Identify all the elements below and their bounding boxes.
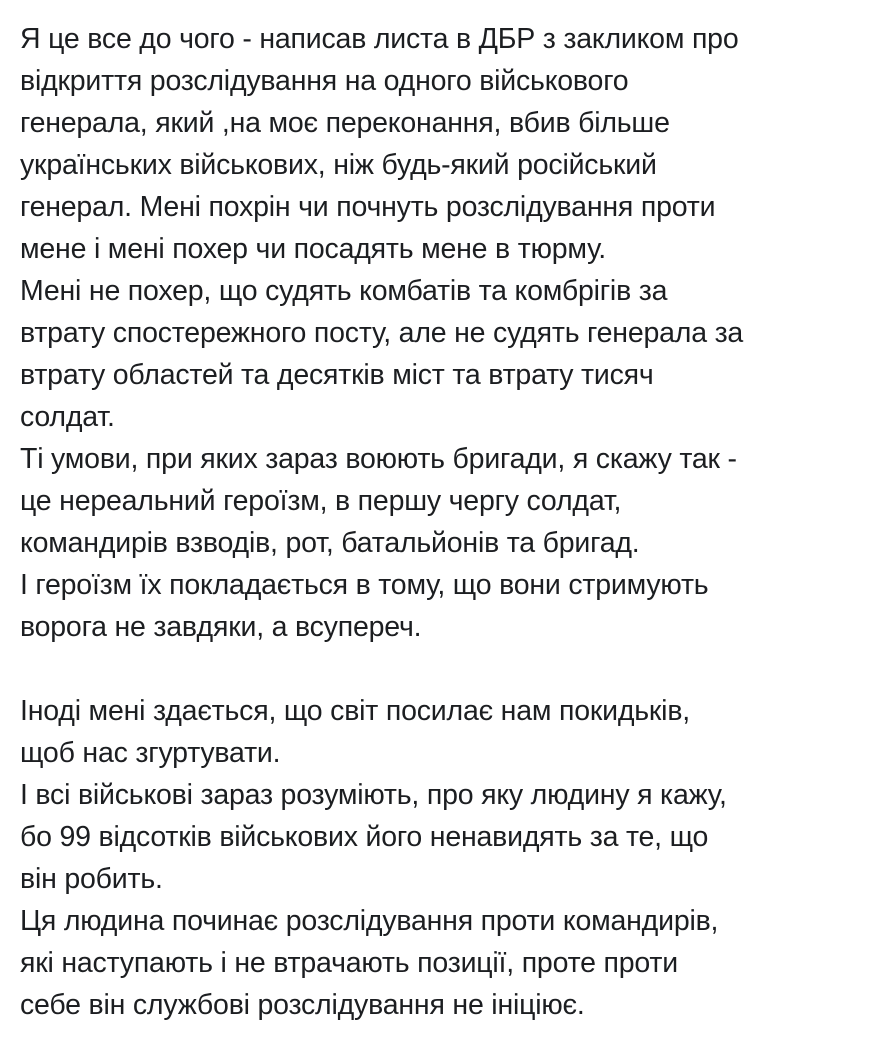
- text-line: він робить.: [20, 863, 163, 895]
- text-line: відкриття розслідування на одного військового: [20, 65, 629, 97]
- text-line: втрату спостережного посту, але не судять генерала за: [20, 317, 744, 349]
- text-line: Ті умови, при яких зараз воюють бригади, я скажу так -: [20, 443, 737, 475]
- text-line: Я це все до чого - написав листа в ДБР з закликом про: [20, 23, 739, 55]
- text-line: І всі військові зараз розуміють, про яку людину я кажу,: [20, 779, 727, 811]
- text-line: солдат.: [20, 401, 115, 433]
- text-line: Мені не похер, що судять комбатів та комбрігів за: [20, 275, 668, 307]
- text-line: які наступають і не втрачають позиції, проте проти: [20, 947, 678, 979]
- text-line: Ця людина починає розслідування проти командирів,: [20, 905, 719, 937]
- text-line: це нереальний героїзм, в першу чергу солдат,: [20, 485, 622, 517]
- text-line: себе він службові розслідування не ініціює.: [20, 989, 585, 1021]
- post-text: [20, 18, 880, 1026]
- text-line: Іноді мені здається, що світ посилає нам покидьків,: [20, 695, 690, 727]
- text-line: генерала, який ,на моє переконання, вбив більше: [20, 107, 670, 139]
- text-line: генерал. Мені похрін чи почнуть розслідування проти: [20, 191, 716, 223]
- text-line: бо 99 відсотків військових його ненавидять за те, що: [20, 821, 709, 853]
- text-line: командирів взводів, рот, батальйонів та бригад.: [20, 527, 640, 559]
- text-line: мене і мені похер чи посадять мене в тюрму.: [20, 233, 607, 265]
- text-line: ворога не завдяки, а всупереч.: [20, 611, 422, 643]
- text-line: втрату областей та десятків міст та втрату тисяч: [20, 359, 654, 391]
- text-line: щоб нас згуртувати.: [20, 737, 281, 769]
- text-line: І героїзм їх покладається в тому, що вони стримують: [20, 569, 709, 601]
- text-line: українських військових, ніж будь-який російський: [20, 149, 657, 181]
- paragraph-gap: [20, 648, 880, 690]
